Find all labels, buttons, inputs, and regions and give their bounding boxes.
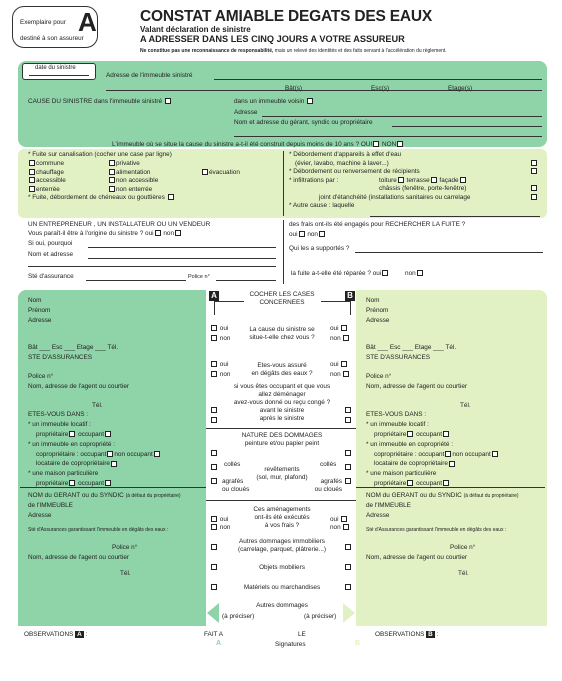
observations-a: OBSERVATIONS A : (24, 631, 88, 638)
cause-here-checkbox[interactable] (165, 98, 171, 104)
chassis-checkbox[interactable] (531, 185, 537, 191)
address-label: Adresse de l'immeuble sinistré (106, 72, 193, 79)
a-property-damage-checkbox[interactable] (211, 544, 217, 550)
b-insured-no[interactable] (343, 371, 349, 377)
observations-bar-b (356, 600, 547, 626)
signature-b-letter: B (355, 640, 361, 647)
contractor-title: UN ENTREPRENEUR , UN INSTALLATEUR OU UN VENDEUR (28, 221, 211, 228)
a-before-checkbox[interactable] (211, 407, 217, 413)
alimentation-checkbox[interactable] (109, 169, 115, 175)
built-no-checkbox[interactable] (397, 141, 403, 147)
form-subtitle-2: A ADRESSER DANS LES CINQ JOURS A VOTRE ASSUREUR (140, 34, 405, 44)
a-locatif-occupant-checkbox[interactable] (105, 431, 111, 437)
a-copro-occupant-checkbox[interactable] (107, 451, 113, 457)
party-b-manager: NOM du GERANT ou du SYNDIC (à défaut du propriétaire) de l'IMMEUBLE Adresse Sté d'Assurances garantissant l'immeuble en dégâts des eaux : Police n° Nom, adresse de l'agent ou courtier Tél. (366, 492, 519, 577)
fait-a-label: FAIT A (204, 631, 224, 638)
b-house-owner-checkbox[interactable] (407, 480, 413, 486)
enterree-checkbox[interactable] (29, 186, 35, 192)
address-line (214, 79, 542, 80)
b-origin-yes[interactable] (341, 325, 347, 331)
date-label: date du sinistre (35, 65, 76, 71)
privative-checkbox[interactable] (109, 160, 115, 166)
a-copro-non-occupant-checkbox[interactable] (154, 451, 160, 457)
contractor-insurer: Sté d'assurance (28, 273, 74, 280)
neighbor-checkbox[interactable] (307, 98, 313, 104)
a-locatif-owner-checkbox[interactable] (69, 431, 75, 437)
b-origin-no[interactable] (343, 335, 349, 341)
contractor-yes-checkbox[interactable] (155, 230, 161, 236)
party-a-fields: Nom Prénom Adresse Bât ___ Esc ___ Etage ___ Tél. STE D'ASSURANCES Police n° Nom, adresse de l'agent ou courtier Tél. ETES-VOUS DANS : * un immeuble locatif : propriétaire occupant * un immeuble en copropriété : copropriétaire : occupant non occupant locataire de copropriétaire * une maison particulière propriétaire occupant (28, 296, 200, 489)
arrow-left (207, 603, 219, 623)
a-tenant-copro-checkbox[interactable] (111, 461, 117, 467)
esc-label: Esc(s) (371, 85, 390, 92)
a-works-no[interactable] (211, 524, 217, 530)
copy-label-1: Exemplaire pour (20, 19, 66, 26)
right-causes: * Débordement d'appareils à effet d'eau (évier, lavabo, machine à laver...) * Débordement ou renversement de récipients * infiltrations par : toiture terrasse façade châssis (fenêtre, porte-fenêtre) joint d'étanchéité (installations sanitaires ou carrelage * Autre cause : laquelle (289, 151, 543, 211)
contractor-divider (283, 220, 284, 284)
b-stapled-checkbox[interactable] (345, 478, 351, 484)
built-question: L'immeuble où se situe la cause du sinistre a-t-il été construit depuis moins de 10 ans ? OUI NON (112, 141, 404, 148)
b-before-checkbox[interactable] (345, 407, 351, 413)
a-glued-checkbox[interactable] (211, 450, 217, 456)
check-bracket-a (214, 301, 244, 315)
date-ticks (29, 75, 89, 76)
neighbor-row: dans un immeuble voisin (234, 98, 314, 105)
joints-checkbox[interactable] (531, 194, 537, 200)
a-insured-yes[interactable] (211, 361, 217, 367)
b-works-no[interactable] (343, 524, 349, 530)
form-subtitle-1: Valant déclaration de sinistre (140, 25, 251, 34)
legal-notice: Ne constitue pas une reconnaissance de responsabilité, mais un relevé des identités et des faits servant à l'accélération du règlement. (140, 48, 447, 54)
b-goods-checkbox[interactable] (345, 584, 351, 590)
damage-heading: NATURE DES DOMMAGES peinture et/ou papier peint (241, 432, 323, 447)
arrow-right (343, 603, 355, 623)
b-property-damage-checkbox[interactable] (345, 544, 351, 550)
repaired-yes-checkbox[interactable] (382, 270, 388, 276)
check-bracket-b (321, 301, 351, 315)
fees-yes-checkbox[interactable] (299, 231, 305, 237)
terrasse-checkbox[interactable] (431, 177, 437, 183)
letter-a-badge: A (209, 291, 219, 301)
signature-a-letter: A (216, 640, 222, 647)
signatures-label: Signatures (275, 641, 306, 648)
neighbor-address-label: Adresse (234, 109, 258, 116)
commune-checkbox[interactable] (29, 160, 35, 166)
cause-row: CAUSE DU SINISTRE dans l'immeuble sinistré (28, 98, 172, 105)
observations-bar-a (18, 600, 206, 626)
contractor-why: Si oui, pourquoi (28, 240, 73, 247)
a-works-yes[interactable] (211, 516, 217, 522)
search-fees: des frais ont-ils été engagés pour RECHERCHER LA FUITE ? (289, 221, 466, 228)
repaired-question: la fuite a-t-elle été réparée ? oui non (291, 270, 424, 277)
b-glued-checkbox[interactable] (345, 450, 351, 456)
pipe-leak-title: * Fuite sur canalisation (cocher une case par ligne) (28, 151, 172, 158)
b-movable-checkbox[interactable] (345, 564, 351, 570)
manager-label: Nom et adresse du gérant, syndic ou propriétaire (234, 119, 373, 126)
repaired-no-checkbox[interactable] (417, 270, 423, 276)
search-fees-answer: oui non (289, 231, 326, 238)
a-house-occupant-checkbox[interactable] (105, 480, 111, 486)
gutters-checkbox[interactable] (168, 194, 174, 200)
fees-bearer: Qui les a supportés ? (289, 245, 350, 252)
b-locatif-occupant-checkbox[interactable] (443, 431, 449, 437)
causes-divider (283, 151, 284, 216)
le-label: LE (298, 631, 306, 638)
contractor-policy: Police n° (188, 274, 210, 280)
b-after-checkbox[interactable] (345, 417, 351, 423)
copy-letter: A (78, 7, 97, 37)
b-wall-checkbox[interactable] (345, 464, 351, 470)
bat-label: Bât(s) (285, 85, 303, 92)
toiture-checkbox[interactable] (398, 177, 404, 183)
party-b-fields: Nom Prénom Adresse Bât ___ Esc ___ Etage ___ Tél. STE D'ASSURANCES Police n° Nom, adresse de l'agent ou courtier Tél. ETES-VOUS DANS : * un immeuble locatif : propriétaire occupant * un immeuble en copropriété : copropriétaire : occupant non occupant locataire de copropriétaire * une maison particulière propriétaire occupant (366, 296, 542, 489)
evacuation-checkbox[interactable] (202, 169, 208, 175)
non-enterree-checkbox[interactable] (109, 186, 115, 192)
contractor-no-checkbox[interactable] (175, 230, 181, 236)
letter-b-badge: B (345, 291, 355, 301)
facade-checkbox[interactable] (460, 177, 466, 183)
date-field[interactable] (22, 63, 96, 80)
a-stapled-checkbox[interactable] (211, 478, 217, 484)
accessible-checkbox[interactable] (29, 177, 35, 183)
b-locatif-owner-checkbox[interactable] (407, 431, 413, 437)
a-house-owner-checkbox[interactable] (69, 480, 75, 486)
party-a-manager: NOM du GERANT ou du SYNDIC (à défaut du propriétaire) de l'IMMEUBLE Adresse Sté d'Assurances garantissant l'immeuble en dégâts des eaux : Police n° Nom, adresse de l'agent ou courtier Tél. (28, 492, 181, 577)
etage-label: Etage(s) (448, 85, 473, 92)
a-insured-no[interactable] (211, 371, 217, 377)
a-goods-checkbox[interactable] (211, 584, 217, 590)
fees-no-checkbox[interactable] (319, 231, 325, 237)
a-origin-no[interactable] (211, 335, 217, 341)
non-accessible-checkbox[interactable] (109, 177, 115, 183)
overflow-checkbox[interactable] (531, 160, 537, 166)
b-copro-non-occupant-checkbox[interactable] (492, 451, 498, 457)
b-insured-yes[interactable] (341, 361, 347, 367)
chauffage-checkbox[interactable] (29, 169, 35, 175)
observations-b: OBSERVATIONS B : (375, 631, 439, 638)
sewer-checkbox[interactable] (531, 168, 537, 174)
copy-badge (12, 6, 98, 48)
check-title: COCHER LES CASES CONCERNEES (249, 291, 315, 306)
b-works-yes[interactable] (341, 516, 347, 522)
b-copro-occupant-checkbox[interactable] (445, 451, 451, 457)
a-after-checkbox[interactable] (211, 417, 217, 423)
contractor-name: Nom et adresse (28, 251, 74, 258)
form-title: CONSTAT AMIABLE DEGATS DES EAUX (140, 8, 433, 25)
b-house-occupant-checkbox[interactable] (443, 480, 449, 486)
a-wall-checkbox[interactable] (211, 464, 217, 470)
contractor-origin: Vous paraît-il être à l'origine du sinistre ? oui non (28, 230, 182, 237)
a-origin-yes[interactable] (211, 325, 217, 331)
built-yes-checkbox[interactable] (373, 141, 379, 147)
a-movable-checkbox[interactable] (211, 564, 217, 570)
pipe-options: commune privative chauffage alimentation évacuation accessible non accessible enterrée non enterrée * Fuite, débordement de chéneaux ou gouttières (28, 160, 240, 201)
copy-label-2: destiné à son assureur (20, 35, 84, 42)
b-tenant-copro-checkbox[interactable] (449, 461, 455, 467)
